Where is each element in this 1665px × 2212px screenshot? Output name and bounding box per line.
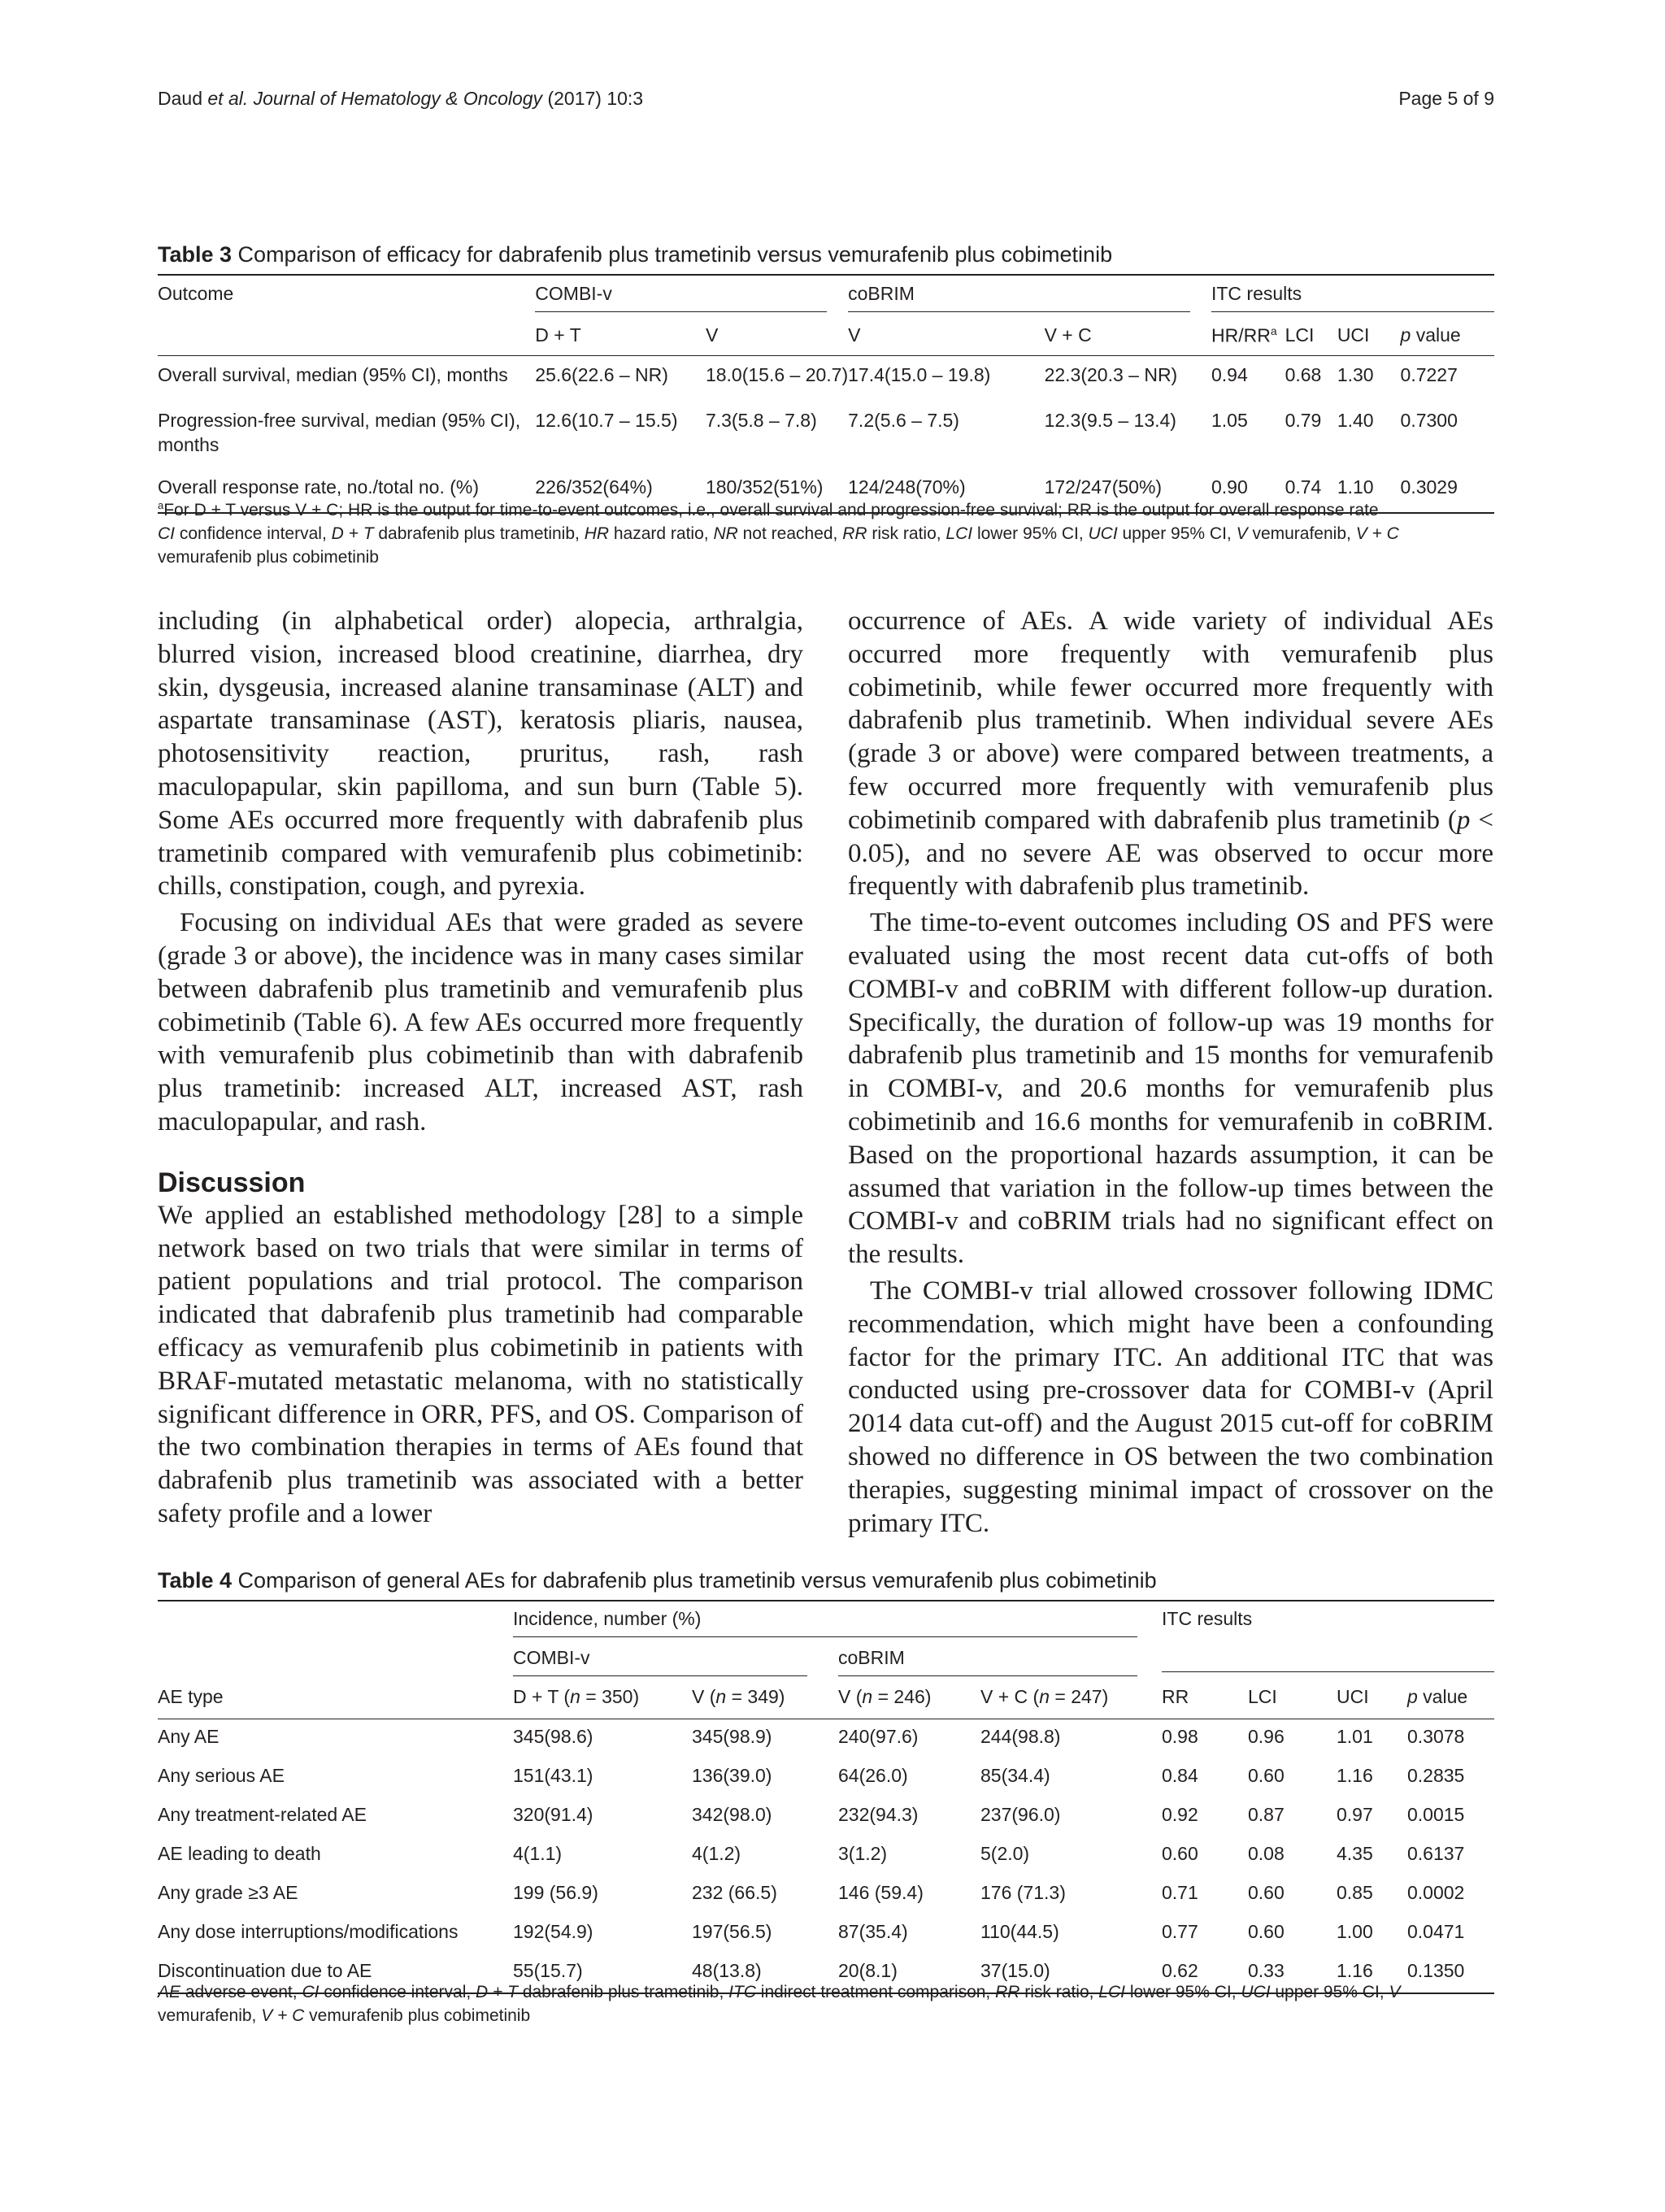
table4-caption: Table 4 Comparison of general AEs for dabrafenib plus trametinib versus vemurafenib plus cobimetinib	[158, 1568, 1157, 1593]
table3-col-dt: D + T	[535, 324, 581, 345]
table-row: Overall survival, median (95% CI), months 25.6(22.6 – NR) 18.0(15.6 – 20.7) 17.4(15.0 – 19.8) 22.3(20.3 – NR) 0.94 0.68 1.30 0.7227	[158, 364, 1458, 385]
table3-col-uci: UCI	[1337, 324, 1370, 345]
discussion-heading: Discussion	[158, 1167, 306, 1198]
table4-col-p: p value	[1407, 1686, 1468, 1707]
table-row: Any AE 345(98.6) 345(98.9) 240(97.6) 244(98.8) 0.98 0.96 1.01 0.3078	[158, 1726, 1465, 1747]
table4-col-lci: LCI	[1248, 1686, 1277, 1707]
table3-col-lci: LCI	[1285, 324, 1315, 345]
table4	[158, 1600, 1494, 1994]
table4-col-v2: V (n = 246)	[838, 1686, 932, 1707]
table4-footnote: AE adverse event, CI confidence interval, D + T dabrafenib plus trametinib, ITC indirect treatment comparison, RR risk ratio, LCI lower 95% CI, UCI upper 95% CI, V vemurafenib, V + C vemurafenib plus cobimetinib	[158, 1983, 1401, 2025]
body-paragraph: The time-to-event outcomes including OS and PFS were evaluated using the most recent data cut-offs of both COMBI-v and coBRIM with different follow-up duration. Specifically, the duration of follow-up was 19 months for dabrafenib plus trametinib and 15 months for vemurafenib in COMBI-v, and 20.6 months for vemurafenib plus cobimetinib and 16.6 months for vemurafenib in coBRIM. Based on the proportional hazards assumption, it can be assumed that variation in the follow-up times between the COMBI-v and coBRIM trials had no significant effect on the results.	[848, 908, 1493, 1270]
table3-footnote: $^a$For D + T versus V + C; HR is the output for time-to-event outcomes, i.e., overall survival and progression-free survival; RR is the output for overall response rate CI confidence interval, D + T dabrafenib plus trametinib, HR hazard ratio, NR not reached, RR risk ratio, LCI lower 95% CI, UCI upper 95% CI, V vemurafenib, V + C vemurafenib plus cobimetinib	[158, 493, 1494, 569]
body-column-right	[848, 605, 1493, 1540]
table3	[158, 274, 1494, 514]
citation: Daud et al. Journal of Hematology & Oncology (2017) 10:3	[158, 88, 644, 109]
body-paragraph: Focusing on individual AEs that were graded as severe (grade 3 or above), the incidence was in many cases similar between dabrafenib plus trametinib and vemurafenib plus cobimetinib (Table 6). A few AEs occurred more frequently with vemurafenib plus cobimetinib than with dabrafenib plus trametinib: increased ALT, increased AST, rash maculopapular, and rash.	[158, 908, 803, 1136]
table-row: Any dose interruptions/modifications 192(54.9) 197(56.5) 87(35.4) 110(44.5) 0.77 0.60 1.00 0.0471	[158, 1921, 1465, 1942]
table-row: Any treatment-related AE 320(91.4) 342(98.0) 232(94.3) 237(96.0) 0.92 0.87 0.97 0.0015	[158, 1804, 1465, 1825]
table4-col-rr: RR	[1162, 1686, 1189, 1707]
table4-itc-header: ITC results	[1162, 1608, 1253, 1629]
table4-incidence-header: Incidence, number (%)	[513, 1601, 1162, 1641]
table3-abbreviations: CI confidence interval, D + T dabrafenib plus trametinib, HR hazard ratio, NR not reached, RR risk ratio, LCI lower 95% CI, UCI upper 95% CI, V vemurafenib, V + C vemurafenib plus cobimetinib	[158, 524, 1399, 567]
table-row: Any serious AE 151(43.1) 136(39.0) 64(26.0) 85(34.4) 0.84 0.60 1.16 0.2835	[158, 1765, 1465, 1786]
table3-col-v1: V	[705, 324, 719, 345]
table4-cobrim-header: coBRIM	[838, 1641, 1162, 1680]
table4-col-v1: V (n = 349)	[692, 1686, 785, 1707]
table3-outcome-header: Outcome	[158, 283, 234, 304]
table3-col-hr: $HR/RR^a$	[1211, 324, 1277, 346]
body-paragraph: The COMBI-v trial allowed crossover following IDMC recommendation, which might have been a confounding factor for the primary ITC. An additional ITC that was conducted using pre-crossover data for COMBI-v (April 2014 data cut-off) and the August 2015 cut-off for coBRIM showed no difference in OS between the two combination therapies, suggesting minimal impact of crossover on the primary ITC.	[848, 1275, 1493, 1538]
table-row: Any grade ≥3 AE 199 (56.9) 232 (66.5) 146 (59.4) 176 (71.3) 0.71 0.60 0.85 0.0002	[158, 1882, 1465, 1903]
body-column-left	[158, 605, 803, 1531]
table4-col-dt: D + T (n = 350)	[513, 1686, 640, 1707]
table4-ae-type-header: AE type	[158, 1686, 224, 1707]
body-paragraph: occurrence of AEs. A wide variety of individual AEs occurred more frequently with vemurafenib plus cobimetinib, while fewer occurred more frequently with dabrafenib plus trametinib. When individual severe AEs (grade 3 or above) were compared between treatments, a few occurred more frequently with vemurafenib plus cobimetinib compared with dabrafenib plus trametinib (p < 0.05), and no severe AE was observed to occur more frequently with dabrafenib plus trametinib.	[848, 606, 1493, 902]
table-row: AE leading to death 4(1.1) 4(1.2) 3(1.2) 5(2.0) 0.60 0.08 4.35 0.6137	[158, 1843, 1465, 1864]
table-row: Overall response rate, no./total no. (%) 226/352(64%) 180/352(51%) 124/248(70%) 172/247(50%) 0.90 0.74 1.10 0.3029	[158, 468, 1494, 513]
table3-itc-header: ITC results	[1211, 275, 1494, 318]
table3-combi-header: COMBI-v	[535, 275, 848, 318]
table3-col-vc: V + C	[1044, 324, 1092, 345]
body-paragraph: We applied an established methodology [28] to a simple network based on two trials that were similar in terms of patient populations and trial protocol. The comparison indicated that dabrafenib plus trametinib had comparable efficacy as vemurafenib plus cobimetinib in patients with BRAF-mutated metastatic melanoma, with no statistically significant difference in ORR, PFS, and OS. Comparison of the two combination therapies in terms of AEs found that dabrafenib plus trametinib was associated with a better safety profile and a lower	[158, 1200, 803, 1528]
table3-cobrim-header: coBRIM	[848, 275, 1211, 318]
body-paragraph: including (in alphabetical order) alopecia, arthralgia, blurred vision, increased blood creatinine, diarrhea, dry skin, dysgeusia, increased alanine transaminase (ALT) and aspartate transaminase (AST), keratosis pliaris, nausea, photosensitivity reaction, pruritus, rash, rash maculopapular, skin papilloma, and sun burn (Table 5). Some AEs occurred more frequently with dabrafenib plus trametinib compared with vemurafenib plus cobimetinib: chills, constipation, cough, and pyrexia.	[158, 606, 803, 902]
table3-col-p: p value	[1400, 324, 1461, 345]
table3-caption: Table 3 Comparison of efficacy for dabrafenib plus trametinib versus vemurafenib plus cobimetinib	[158, 242, 1113, 267]
table4-combi-header: COMBI-v	[513, 1641, 838, 1680]
table-row: Progression-free survival, median (95% CI), months 12.6(10.7 – 15.5) 7.3(5.8 – 7.8) 7.2(5.6 – 7.5) 12.3(9.5 – 13.4) 1.05 0.79 1.40 0.7300	[158, 410, 1458, 455]
table4-col-vc: V + C (n = 247)	[980, 1686, 1109, 1707]
table4-col-uci: UCI	[1337, 1686, 1369, 1707]
table3-col-v2: V	[848, 324, 861, 345]
page-number: Page 5 of 9	[1398, 88, 1494, 109]
running-header	[158, 88, 1494, 120]
table-row: Discontinuation due to AE 55(15.7) 48(13.8) 20(8.1) 37(15.0) 0.62 0.33 1.16 0.1350	[158, 1953, 1494, 1993]
